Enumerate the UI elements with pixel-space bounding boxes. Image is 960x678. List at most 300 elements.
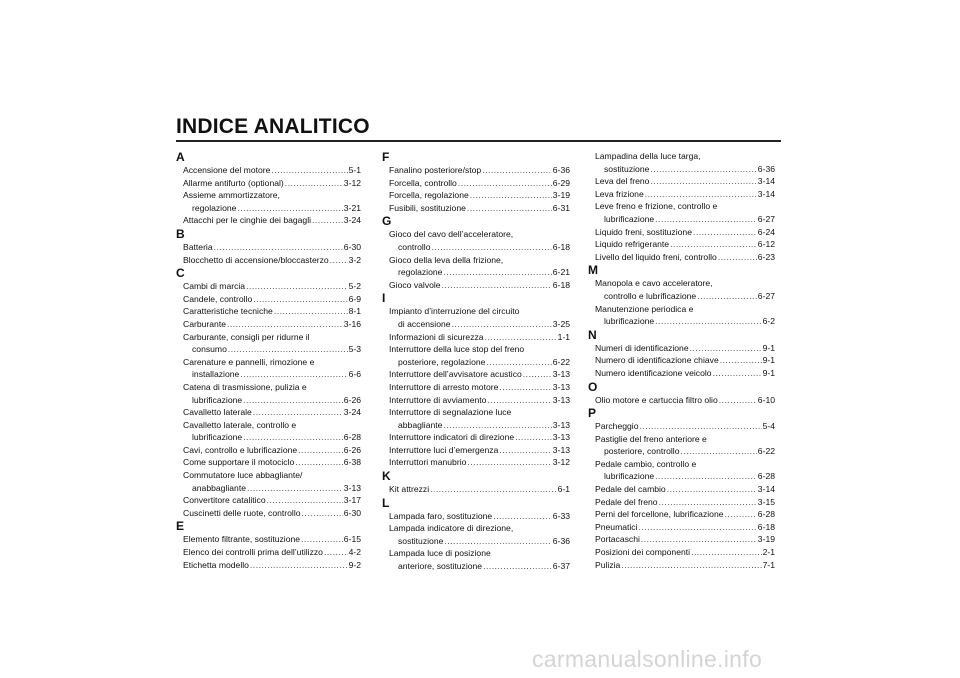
- dot-leader: [680, 445, 756, 458]
- page-number: 6-36: [552, 535, 570, 546]
- dot-leader: [312, 214, 343, 227]
- entry-line: [176, 280, 361, 293]
- entry-text: Lampada luce di posizione: [389, 548, 491, 559]
- entry-text: Forcella, controllo: [389, 177, 457, 188]
- entry-text: lubrificazione: [604, 316, 655, 327]
- entry-text: Liquido refrigerante: [595, 239, 670, 250]
- entry-line: [588, 342, 775, 355]
- entry-text: lubrificazione: [604, 471, 655, 482]
- entry-line: [176, 202, 361, 215]
- entry-line: [588, 470, 775, 483]
- page-number: 6-37: [552, 561, 570, 572]
- entry-text: posteriore, regolazione: [398, 356, 486, 367]
- entry-text: Convertitore catalitico: [183, 495, 266, 506]
- dot-leader: [485, 331, 557, 344]
- entry-text: Gioco valvole: [389, 279, 441, 290]
- index-entry: [588, 367, 775, 380]
- entry-text: Pulizia: [595, 559, 621, 570]
- entry-text: Interruttore della luce stop del freno: [389, 344, 525, 355]
- index-section: [588, 150, 775, 263]
- entry-line: [588, 420, 775, 433]
- index-entry: [382, 305, 570, 330]
- dot-leader: [298, 444, 343, 457]
- entry-line: [588, 226, 775, 239]
- entry-line: [382, 419, 570, 432]
- entry-line: [382, 241, 570, 254]
- index-section: [588, 263, 775, 327]
- dot-leader: [718, 251, 757, 264]
- dot-leader: [267, 494, 343, 507]
- entry-line: [588, 188, 775, 201]
- dot-leader: [697, 290, 757, 303]
- index-entry: [176, 356, 361, 381]
- page-number: 3-14: [757, 176, 775, 187]
- page-number: 6-1: [557, 484, 570, 495]
- entry-line: [176, 381, 361, 394]
- section-letter: G: [382, 214, 392, 229]
- entry-line: [588, 394, 775, 407]
- index-entry: [176, 241, 361, 254]
- entry-text: Interruttore luci d’emergenza: [389, 444, 499, 455]
- dot-leader: [246, 280, 347, 293]
- entry-line: [588, 458, 775, 471]
- entry-line: [176, 368, 361, 381]
- dot-leader: [719, 394, 757, 407]
- page-number: 6-28: [757, 471, 775, 482]
- section-letter: K: [382, 469, 391, 484]
- entry-line: [382, 406, 570, 419]
- index-entry: [382, 189, 570, 202]
- section-letter: I: [382, 291, 386, 306]
- entry-line: [382, 368, 570, 381]
- entry-line: [176, 406, 361, 419]
- index-entry: [176, 293, 361, 306]
- index-entry: [382, 228, 570, 253]
- entry-line: [176, 343, 361, 356]
- page-number: 8-1: [348, 306, 361, 317]
- section-letter: M: [588, 263, 598, 278]
- page-number: 6-6: [348, 369, 361, 380]
- page-number: 3-15: [757, 496, 775, 507]
- page-number: 3-24: [343, 407, 361, 418]
- dot-leader: [330, 254, 348, 267]
- page-number: 6-26: [343, 444, 361, 455]
- entry-text: Lampadina della luce targa,: [595, 151, 701, 161]
- dot-leader: [240, 368, 347, 381]
- index-entry: [588, 483, 775, 496]
- entry-line: [176, 305, 361, 318]
- page-number: 4-2: [348, 547, 361, 558]
- entry-text: Batteria: [183, 241, 213, 252]
- entry-line: [588, 496, 775, 509]
- index-entry: [588, 533, 775, 546]
- section-letter: E: [176, 519, 185, 534]
- entry-line: [588, 433, 775, 446]
- page-number: 3-17: [343, 495, 361, 506]
- entry-line: [176, 507, 361, 520]
- page-number: 6-38: [343, 457, 361, 468]
- dot-leader: [713, 367, 762, 380]
- entry-text: Gioco della leva della frizione,: [389, 254, 504, 265]
- dot-leader: [243, 431, 343, 444]
- entry-text: Pedale cambio, controllo e: [595, 458, 697, 469]
- section-letter: O: [588, 379, 598, 394]
- entry-text: Parcheggio: [595, 421, 639, 432]
- page-number: 7-1: [762, 559, 775, 570]
- page-number: 6-22: [757, 446, 775, 457]
- index-entry: [382, 522, 570, 547]
- dot-leader: [499, 381, 551, 394]
- page-number: 6-2: [762, 316, 775, 327]
- entry-line: [176, 419, 361, 432]
- entry-text: lubrificazione: [604, 213, 655, 224]
- entry-text: Fanalino posteriore/stop: [389, 165, 482, 175]
- entry-line: [382, 535, 570, 548]
- index-section: [176, 227, 361, 266]
- entry-line: [588, 533, 775, 546]
- index-entry: [588, 394, 775, 407]
- index-entry: [588, 175, 775, 188]
- page-number: 2-1: [762, 547, 775, 558]
- dot-leader: [228, 343, 348, 356]
- entry-line: [588, 200, 775, 213]
- entry-text: sostituzione: [604, 163, 650, 174]
- entry-line: [176, 533, 361, 546]
- index-entry: [382, 456, 570, 469]
- entry-line: [588, 238, 775, 251]
- page-number: 3-19: [757, 534, 775, 545]
- page-number: 6-28: [757, 509, 775, 520]
- dot-leader: [650, 163, 756, 176]
- entry-text: Cavalletto laterale: [183, 407, 252, 418]
- entry-line: [588, 303, 775, 316]
- index-entry: [176, 305, 361, 318]
- entry-text: Pneumatici: [595, 521, 638, 532]
- dot-leader: [443, 266, 551, 279]
- entry-text: Livello del liquido freni, controllo: [595, 251, 717, 262]
- entry-line: [588, 213, 775, 226]
- entry-text: Leva frizione: [595, 188, 644, 199]
- entry-text: abbagliante: [398, 419, 443, 430]
- entry-text: Olio motore e cartuccia filtro olio: [595, 394, 718, 405]
- dot-leader: [253, 406, 343, 419]
- entry-line: [588, 445, 775, 458]
- index-entry: [588, 238, 775, 251]
- entry-text: Carburante: [183, 318, 226, 329]
- index-entry: [382, 510, 570, 523]
- entry-line: [382, 177, 570, 190]
- page-number: 6-27: [757, 213, 775, 224]
- page-number: 6-15: [343, 534, 361, 545]
- entry-line: [176, 469, 361, 482]
- section-letter: F: [382, 150, 390, 164]
- entry-text: Catena di trasmissione, pulizia e: [183, 381, 307, 392]
- watermark: carmanualsonline.info: [532, 646, 763, 672]
- section-letter: B: [176, 226, 185, 241]
- index-column-1: [176, 150, 361, 571]
- entry-line: [176, 546, 361, 559]
- section-letter: C: [176, 266, 185, 281]
- page-number: 3-13: [343, 482, 361, 493]
- entry-line: [588, 251, 775, 264]
- entry-text: Informazioni di sicurezza: [389, 331, 484, 342]
- entry-text: Numeri di identificazione: [595, 342, 689, 353]
- entry-line: [382, 522, 570, 535]
- page-number: 6-29: [552, 177, 570, 188]
- entry-text: Attacchi per le cinghie dei bagagli: [183, 215, 312, 226]
- entry-line: [176, 318, 361, 331]
- entry-text: Carburante, consigli per ridurne il: [183, 331, 310, 342]
- page-number: 3-12: [552, 457, 570, 468]
- entry-text: Impianto d’interruzione del circuito: [389, 306, 520, 317]
- dot-leader: [720, 354, 762, 367]
- index-entry: [382, 279, 570, 292]
- index-entry: [382, 547, 570, 572]
- index-entry: [176, 533, 361, 546]
- entry-text: lubrificazione: [192, 432, 243, 443]
- page-number: 6-18: [552, 241, 570, 252]
- page-number: 3-12: [343, 177, 361, 188]
- page-number: 9-1: [762, 355, 775, 366]
- index-section: [382, 214, 570, 291]
- dot-leader: [659, 496, 757, 509]
- entry-line: [176, 444, 361, 457]
- section-letter: A: [176, 150, 185, 164]
- entry-text: Come supportare il motociclo: [183, 457, 295, 468]
- page-number: 3-16: [343, 318, 361, 329]
- dot-leader: [467, 202, 552, 215]
- entry-line: [176, 164, 361, 177]
- entry-text: Caratteristiche tecniche: [183, 306, 273, 317]
- index-entry: [382, 431, 570, 444]
- dot-leader: [487, 394, 551, 407]
- index-entry: [176, 419, 361, 444]
- index-entry: [588, 200, 775, 225]
- index-section: [176, 150, 361, 227]
- entry-text: controllo e lubrificazione: [604, 290, 697, 301]
- dot-leader: [690, 342, 762, 355]
- dot-leader: [639, 420, 761, 433]
- entry-text: Posizioni dei componenti: [595, 547, 691, 558]
- page-number: 6-21: [552, 267, 570, 278]
- page-number: 3-21: [343, 202, 361, 213]
- entry-text: Fusibili, sostituzione: [389, 202, 466, 213]
- index-entry: [588, 521, 775, 534]
- index-section: [176, 519, 361, 571]
- index-entry: [176, 381, 361, 406]
- entry-line: [176, 293, 361, 306]
- index-entry: [382, 394, 570, 407]
- title-rule: [176, 140, 781, 142]
- dot-leader: [214, 241, 343, 254]
- dot-leader: [691, 546, 762, 559]
- page-number: 6-27: [757, 290, 775, 301]
- dot-leader: [243, 394, 343, 407]
- dot-leader: [482, 164, 552, 177]
- entry-text: Interruttore di arresto motore: [389, 381, 499, 392]
- entry-text: Accensione del motore: [183, 165, 271, 175]
- index-entry: [382, 444, 570, 457]
- entry-line: [382, 318, 570, 331]
- page-number: 3-14: [757, 484, 775, 495]
- index-entry: [382, 343, 570, 368]
- index-entry: [382, 254, 570, 279]
- entry-line: [176, 214, 361, 227]
- entry-text: Commutatore luce abbagliante/: [183, 470, 303, 481]
- dot-leader: [655, 470, 757, 483]
- dot-leader: [324, 546, 348, 559]
- entry-text: controllo: [398, 241, 431, 252]
- index-entry: [588, 496, 775, 509]
- entry-text: Manutenzione periodica e: [595, 303, 694, 314]
- entry-line: [588, 521, 775, 534]
- entry-line: [588, 483, 775, 496]
- entry-text: Gioco del cavo dell’acceleratore,: [389, 229, 514, 240]
- page-number: 6-10: [757, 394, 775, 405]
- entry-text: Cambi di marcia: [183, 281, 246, 292]
- entry-line: [382, 254, 570, 267]
- index-column-2: [382, 150, 570, 573]
- entry-line: [176, 241, 361, 254]
- entry-text: Blocchetto di accensione/bloccasterzo: [183, 254, 329, 265]
- entry-text: regolazione: [398, 267, 443, 278]
- index-section: [588, 406, 775, 571]
- dot-leader: [621, 559, 761, 572]
- dot-leader: [302, 507, 343, 520]
- page-number: 3-25: [552, 318, 570, 329]
- index-entry: [588, 508, 775, 521]
- dot-leader: [227, 318, 343, 331]
- page-number: 3-13: [552, 444, 570, 455]
- entry-line: [382, 356, 570, 369]
- page-number: 3-24: [343, 215, 361, 226]
- entry-line: [382, 456, 570, 469]
- index-entry: [588, 150, 775, 175]
- entry-line: [588, 367, 775, 380]
- index-entry: [176, 189, 361, 214]
- dot-leader: [247, 482, 343, 495]
- entry-text: installazione: [192, 369, 240, 380]
- index-entry: [382, 202, 570, 215]
- section-letter: N: [588, 327, 597, 342]
- dot-leader: [641, 533, 757, 546]
- entry-text: anabbagliante: [192, 482, 247, 493]
- index-entry: [588, 433, 775, 458]
- entry-text: Pastiglie del freno anteriore e: [595, 433, 707, 444]
- entry-line: [382, 279, 570, 292]
- index-section: [382, 469, 570, 496]
- entry-line: [382, 547, 570, 560]
- entry-line: [176, 356, 361, 369]
- index-entry: [588, 277, 775, 302]
- entry-text: regolazione: [192, 202, 237, 213]
- dot-leader: [486, 356, 551, 369]
- dot-leader: [271, 164, 347, 177]
- dot-leader: [458, 177, 552, 190]
- index-entry: [588, 559, 775, 572]
- dot-leader: [523, 368, 552, 381]
- index-entry: [176, 164, 361, 177]
- entry-line: [382, 560, 570, 573]
- entry-text: Numero di identificazione chiave: [595, 355, 719, 366]
- page-title: INDICE ANALITICO: [176, 115, 370, 138]
- entry-text: posteriore, controllo: [604, 446, 680, 457]
- entry-line: [588, 290, 775, 303]
- index-entry: [588, 251, 775, 264]
- entry-line: [382, 266, 570, 279]
- entry-line: [382, 510, 570, 523]
- entry-line: [382, 228, 570, 241]
- entry-line: [382, 343, 570, 356]
- page-number: 9-1: [762, 342, 775, 353]
- page-number: 3-13: [552, 419, 570, 430]
- dot-leader: [237, 202, 342, 215]
- entry-text: Interruttore indicatori di direzione: [389, 432, 515, 443]
- index-entry: [176, 456, 361, 469]
- index-section: [588, 380, 775, 407]
- entry-text: Cavalletto laterale, controllo e: [183, 419, 297, 430]
- entry-line: [382, 189, 570, 202]
- page-number: 6-30: [343, 241, 361, 252]
- entry-line: [588, 559, 775, 572]
- page-number: 6-22: [552, 356, 570, 367]
- page-number: 6-23: [757, 251, 775, 262]
- page-number: 6-26: [343, 394, 361, 405]
- entry-line: [176, 456, 361, 469]
- entry-line: [176, 331, 361, 344]
- entry-line: [382, 483, 570, 496]
- page-number: 3-13: [552, 394, 570, 405]
- dot-leader: [483, 560, 552, 573]
- page-number: 3-19: [552, 190, 570, 201]
- entry-text: Elemento filtrante, sostituzione: [183, 534, 301, 545]
- entry-line: [382, 394, 570, 407]
- entry-line: [588, 546, 775, 559]
- index-entry: [176, 444, 361, 457]
- entry-line: [382, 431, 570, 444]
- dot-leader: [295, 456, 343, 469]
- entry-text: consumo: [192, 344, 227, 355]
- index-section: [382, 291, 570, 469]
- entry-line: [176, 431, 361, 444]
- index-entry: [176, 546, 361, 559]
- page-number: 6-9: [348, 293, 361, 304]
- entry-text: Assieme ammortizzatore,: [183, 190, 280, 201]
- index-section: [588, 328, 775, 380]
- section-letter: P: [588, 406, 597, 421]
- page-number: 6-33: [552, 510, 570, 521]
- page-number: 6-30: [343, 507, 361, 518]
- dot-leader: [725, 508, 757, 521]
- entry-line: [382, 202, 570, 215]
- entry-text: Interruttore di segnalazione luce: [389, 407, 512, 418]
- index-entry: [382, 368, 570, 381]
- entry-text: Etichetta modello: [183, 559, 249, 570]
- page-number: 3-13: [552, 369, 570, 380]
- entry-text: Liquido freni, sostituzione: [595, 226, 692, 237]
- entry-line: [588, 163, 775, 176]
- entry-text: Kit attrezzi: [389, 484, 430, 495]
- index-entry: [382, 331, 570, 344]
- index-entry: [176, 469, 361, 494]
- dot-leader: [670, 238, 757, 251]
- page-number: 5-1: [348, 165, 361, 175]
- entry-text: Candele, controllo: [183, 293, 253, 304]
- index-entry: [176, 254, 361, 267]
- entry-line: [382, 381, 570, 394]
- page-number: 3-2: [348, 254, 361, 265]
- entry-line: [176, 177, 361, 190]
